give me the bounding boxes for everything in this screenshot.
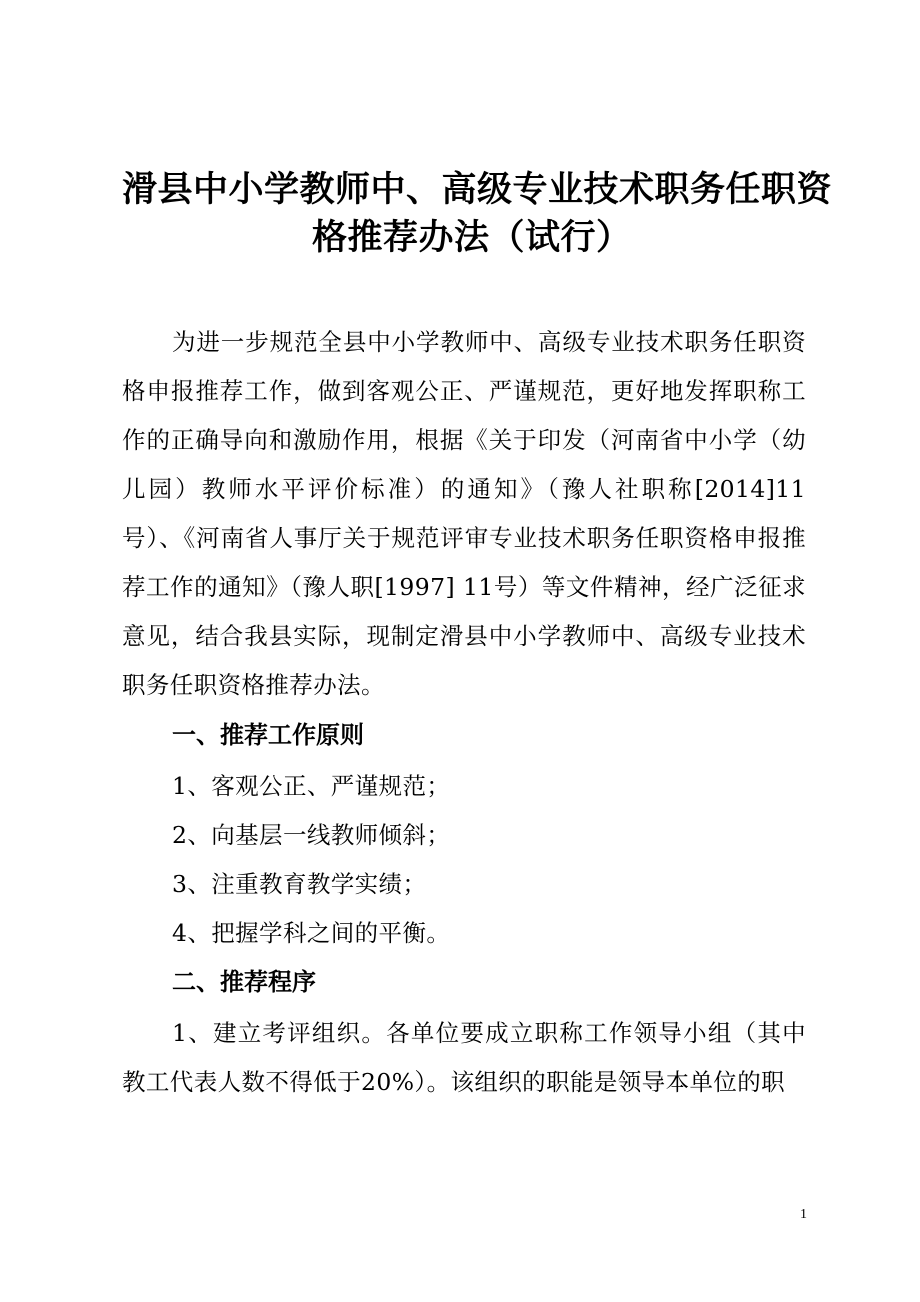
section-1-item-2: 2、向基层一线教师倾斜； <box>172 821 451 849</box>
section-1-heading: 一、推荐工作原则 <box>172 721 364 749</box>
title-line-1: 滑县中小学教师中、高级专业技术职务任职资 <box>122 170 833 210</box>
intro-paragraph: 为进一步规范全县中小学教师中、高级专业技术职务任职资格申报推荐工作，做到客观公正、严谨规范，更好地发挥职称工作的正确导向和激励作用，根据《关于印发（河南省中小学（幼儿园）教师水平评价标准）的通知》（豫人社职称[2014]11号）、《河南省人事厅关于规范评审专业技术职务任职资格申报推荐工作的通知》（豫人职[1997] 11号）等文件精神，经广泛征求意见，结合我县实际，现制定滑县中小学教师中、高级专业技术职务任职资格推荐办法。 <box>122 328 806 699</box>
section-2-heading: 二、推荐程序 <box>172 968 316 996</box>
title-line-2: 格推荐办法（试行） <box>312 218 632 258</box>
section-1-item-3: 3、注重教育教学实绩； <box>172 870 427 898</box>
page-number: 1 <box>800 1207 807 1222</box>
section-2-paragraph-1: 1、建立考评组织。各单位要成立职称工作领导小组（其中教工代表人数不得低于20%）。该组织的职能是领导本单位的职 <box>122 1019 806 1096</box>
section-1-item-4: 4、把握学科之间的平衡。 <box>172 919 451 947</box>
section-1-item-1: 1、客观公正、严谨规范； <box>172 772 451 800</box>
